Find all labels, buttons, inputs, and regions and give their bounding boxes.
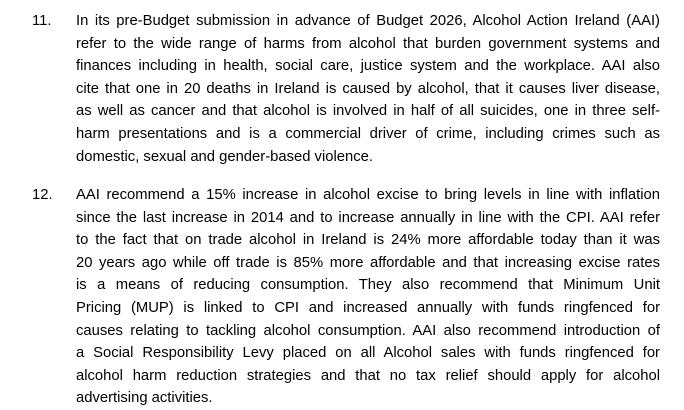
text-line: domestic, sexual and gender-based violence. (76, 148, 373, 165)
text-line: Pricing (MUP) is linked to CPI and increased annually with funds ringfenced for (76, 299, 660, 316)
text-line: finances including in health, social care, justice system and the workplace. AAI also (76, 58, 660, 75)
text-line: to the fact that on trade alcohol in Ireland is 24% more affordable today than it was (76, 232, 660, 249)
paragraph-number: 11. (32, 13, 52, 29)
paragraph-text (76, 10, 660, 168)
text-line: AAI recommend a 15% increase in alcohol excise to bring levels in line with inflation (76, 187, 660, 203)
text-line: is a means of reducing consumption. They also recommend that Minimum Unit (76, 277, 660, 294)
text-line: refer to the wide range of harms from alcohol that burden government systems and (76, 35, 660, 52)
text-line: causes relating to tackling alcohol consumption. AAI also recommend introduction of (76, 322, 660, 339)
text-line: 20 years ago while off trade is 85% more affordable and that increasing excise rates (76, 254, 660, 271)
text-line: alcohol harm reduction strategies and that no tax relief should apply for alcohol (76, 367, 660, 384)
paragraph-number: 12. (32, 187, 53, 203)
text-line: advertising activities. (76, 390, 213, 407)
text-line: since the last increase in 2014 and to increase annually in line with the CPI. AAI refer (76, 209, 660, 226)
text-line: harm presentations and is a commercial driver of crime, including crimes such as (76, 125, 660, 142)
text-line: as well as cancer and that alcohol is involved in half of all suicides, one in three self- (76, 103, 660, 120)
text-line: In its pre-Budget submission in advance of Budget 2026, Alcohol Action Ireland (AAI) (76, 13, 660, 29)
text-line: a Social Responsibility Levy placed on all Alcohol sales with funds ringfenced for (76, 345, 660, 362)
paragraph-text (76, 184, 660, 410)
text-line: cite that one in 20 deaths in Ireland is caused by alcohol, that it causes liver disease, (76, 80, 660, 97)
